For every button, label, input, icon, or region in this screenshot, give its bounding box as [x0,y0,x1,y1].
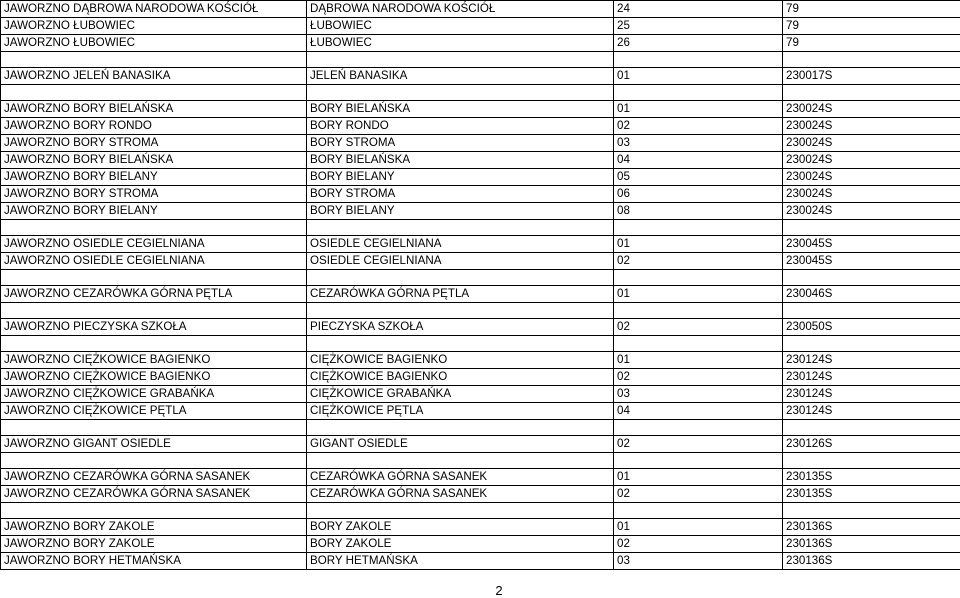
table-row [1,536,960,553]
empty-cell [614,270,783,286]
stop-number-cell: 01 [614,352,783,369]
empty-cell [1,420,307,436]
stop-number-cell: 24 [614,1,783,18]
stop-name-cell: CEZARÓWKA GÓRNA PĘTLA [307,286,614,303]
route-code-cell: 79 [783,18,960,35]
stop-number-cell: 02 [614,369,783,386]
route-code-cell: 230136S [783,553,960,570]
empty-cell [307,503,614,519]
table-row [1,319,960,336]
route-code-cell: 230136S [783,519,960,536]
empty-cell [783,270,960,286]
stop-name-cell: CIĘŻKOWICE GRABAŃKA [307,386,614,403]
route-code-cell: 230135S [783,486,960,503]
table-spacer-row [1,85,960,101]
stops-table-body [1,1,960,570]
full-stop-name-cell: JAWORZNO BORY BIELANY [1,169,307,186]
route-code-cell: 230135S [783,469,960,486]
table-row [1,519,960,536]
full-stop-name-cell: JAWORZNO BORY ZAKOLE [1,536,307,553]
stop-number-cell: 26 [614,35,783,52]
stop-name-cell: CIĘŻKOWICE BAGIENKO [307,352,614,369]
stop-name-cell: BORY BIELANY [307,169,614,186]
full-stop-name-cell: JAWORZNO GIGANT OSIEDLE [1,436,307,453]
full-stop-name-cell: JAWORZNO PIECZYSKA SZKOŁA [1,319,307,336]
full-stop-name-cell: JAWORZNO OSIEDLE CEGIELNIANA [1,253,307,270]
full-stop-name-cell: JAWORZNO CIĘŻKOWICE PĘTLA [1,403,307,420]
full-stop-name-cell: JAWORZNO CIĘŻKOWICE BAGIENKO [1,369,307,386]
stop-number-cell: 03 [614,553,783,570]
stop-name-cell: ŁUBOWIEC [307,18,614,35]
empty-cell [1,453,307,469]
stop-number-cell: 02 [614,319,783,336]
empty-cell [1,52,307,68]
full-stop-name-cell: JAWORZNO BORY BIELAŃSKA [1,101,307,118]
full-stop-name-cell: JAWORZNO BORY BIELANY [1,203,307,220]
route-code-cell: 230046S [783,286,960,303]
empty-cell [783,85,960,101]
stop-name-cell: BORY BIELAŃSKA [307,101,614,118]
empty-cell [614,52,783,68]
route-code-cell: 230024S [783,101,960,118]
full-stop-name-cell: JAWORZNO DĄBROWA NARODOWA KOŚCIÓŁ [1,1,307,18]
full-stop-name-cell: JAWORZNO CEZARÓWKA GÓRNA SASANEK [1,486,307,503]
table-row [1,386,960,403]
empty-cell [307,220,614,236]
empty-cell [783,52,960,68]
table-spacer-row [1,453,960,469]
stop-name-cell: CIĘŻKOWICE PĘTLA [307,403,614,420]
table-row [1,352,960,369]
empty-cell [1,303,307,319]
full-stop-name-cell: JAWORZNO BORY RONDO [1,118,307,135]
stop-name-cell: BORY STROMA [307,135,614,152]
stop-number-cell: 02 [614,536,783,553]
stop-name-cell: CIĘŻKOWICE BAGIENKO [307,369,614,386]
full-stop-name-cell: JAWORZNO CIĘŻKOWICE BAGIENKO [1,352,307,369]
empty-cell [307,420,614,436]
stop-name-cell: BORY STROMA [307,186,614,203]
table-spacer-row [1,270,960,286]
page-number: 2 [495,583,503,598]
stop-number-cell: 02 [614,253,783,270]
stop-number-cell: 04 [614,152,783,169]
route-code-cell: 79 [783,35,960,52]
empty-cell [307,303,614,319]
table-row [1,486,960,503]
stop-number-cell: 25 [614,18,783,35]
route-code-cell: 230124S [783,352,960,369]
table-row [1,286,960,303]
empty-cell [307,85,614,101]
table-row [1,469,960,486]
empty-cell [1,336,307,352]
stop-number-cell: 02 [614,436,783,453]
empty-cell [1,270,307,286]
empty-cell [1,503,307,519]
empty-cell [1,85,307,101]
full-stop-name-cell: JAWORZNO BORY STROMA [1,135,307,152]
full-stop-name-cell: JAWORZNO OSIEDLE CEGIELNIANA [1,236,307,253]
stop-name-cell: OSIEDLE CEGIELNIANA [307,253,614,270]
table-row [1,1,960,18]
table-row [1,18,960,35]
table-spacer-row [1,303,960,319]
empty-cell [614,85,783,101]
empty-cell [614,453,783,469]
route-code-cell: 230024S [783,118,960,135]
full-stop-name-cell: JAWORZNO BORY ZAKOLE [1,519,307,536]
table-spacer-row [1,420,960,436]
route-code-cell: 230017S [783,68,960,85]
route-code-cell: 230045S [783,253,960,270]
table-spacer-row [1,336,960,352]
full-stop-name-cell: JAWORZNO BORY STROMA [1,186,307,203]
empty-cell [614,336,783,352]
table-row [1,101,960,118]
full-stop-name-cell: JAWORZNO BORY HETMAŃSKA [1,553,307,570]
route-code-cell: 230045S [783,236,960,253]
full-stop-name-cell: JAWORZNO CEZARÓWKA GÓRNA PĘTLA [1,286,307,303]
route-code-cell: 230124S [783,386,960,403]
stop-name-cell: ŁUBOWIEC [307,35,614,52]
table-row [1,369,960,386]
route-code-cell: 230024S [783,203,960,220]
table-spacer-row [1,503,960,519]
table-row [1,35,960,52]
empty-cell [783,503,960,519]
stop-number-cell: 03 [614,386,783,403]
empty-cell [783,336,960,352]
stop-name-cell: BORY RONDO [307,118,614,135]
stop-name-cell: CEZARÓWKA GÓRNA SASANEK [307,469,614,486]
stop-number-cell: 06 [614,186,783,203]
empty-cell [783,420,960,436]
full-stop-name-cell: JAWORZNO CIĘŻKOWICE GRABAŃKA [1,386,307,403]
table-row [1,118,960,135]
full-stop-name-cell: JAWORZNO CEZARÓWKA GÓRNA SASANEK [1,469,307,486]
empty-cell [614,220,783,236]
empty-cell [1,220,307,236]
empty-cell [307,52,614,68]
stop-number-cell: 04 [614,403,783,420]
table-row [1,169,960,186]
route-code-cell: 230024S [783,186,960,203]
stop-number-cell: 01 [614,101,783,118]
empty-cell [783,453,960,469]
table-spacer-row [1,220,960,236]
stop-name-cell: GIGANT OSIEDLE [307,436,614,453]
full-stop-name-cell: JAWORZNO JELEŃ BANASIKA [1,68,307,85]
empty-cell [614,420,783,436]
stop-name-cell: JELEŃ BANASIKA [307,68,614,85]
full-stop-name-cell: JAWORZNO ŁUBOWIEC [1,18,307,35]
empty-cell [783,303,960,319]
route-code-cell: 230124S [783,403,960,420]
table-row [1,186,960,203]
stop-name-cell: BORY ZAKOLE [307,536,614,553]
stop-number-cell: 01 [614,286,783,303]
empty-cell [307,270,614,286]
stop-number-cell: 01 [614,236,783,253]
stop-number-cell: 01 [614,68,783,85]
full-stop-name-cell: JAWORZNO BORY BIELAŃSKA [1,152,307,169]
empty-cell [614,303,783,319]
empty-cell [307,453,614,469]
table-row [1,553,960,570]
route-code-cell: 230050S [783,319,960,336]
empty-cell [614,503,783,519]
stop-name-cell: PIECZYSKA SZKOŁA [307,319,614,336]
table-spacer-row [1,52,960,68]
stop-name-cell: BORY BIELAŃSKA [307,152,614,169]
route-code-cell: 230136S [783,536,960,553]
table-row [1,403,960,420]
stop-number-cell: 02 [614,118,783,135]
stop-name-cell: BORY BIELANY [307,203,614,220]
empty-cell [307,336,614,352]
stop-number-cell: 03 [614,135,783,152]
stop-number-cell: 01 [614,519,783,536]
route-code-cell: 230024S [783,169,960,186]
stop-name-cell: DĄBROWA NARODOWA KOŚCIÓŁ [307,1,614,18]
stop-number-cell: 01 [614,469,783,486]
stop-name-cell: BORY HETMAŃSKA [307,553,614,570]
route-code-cell: 230024S [783,152,960,169]
stop-number-cell: 05 [614,169,783,186]
route-code-cell: 230124S [783,369,960,386]
table-row [1,253,960,270]
table-row [1,203,960,220]
stop-name-cell: BORY ZAKOLE [307,519,614,536]
table-row [1,436,960,453]
stop-name-cell: OSIEDLE CEGIELNIANA [307,236,614,253]
table-row [1,152,960,169]
table-row [1,236,960,253]
table-row [1,135,960,152]
empty-cell [783,220,960,236]
table-row [1,68,960,85]
full-stop-name-cell: JAWORZNO ŁUBOWIEC [1,35,307,52]
route-code-cell: 230126S [783,436,960,453]
stop-number-cell: 02 [614,486,783,503]
stop-name-cell: CEZARÓWKA GÓRNA SASANEK [307,486,614,503]
stop-number-cell: 08 [614,203,783,220]
route-code-cell: 79 [783,1,960,18]
route-code-cell: 230024S [783,135,960,152]
